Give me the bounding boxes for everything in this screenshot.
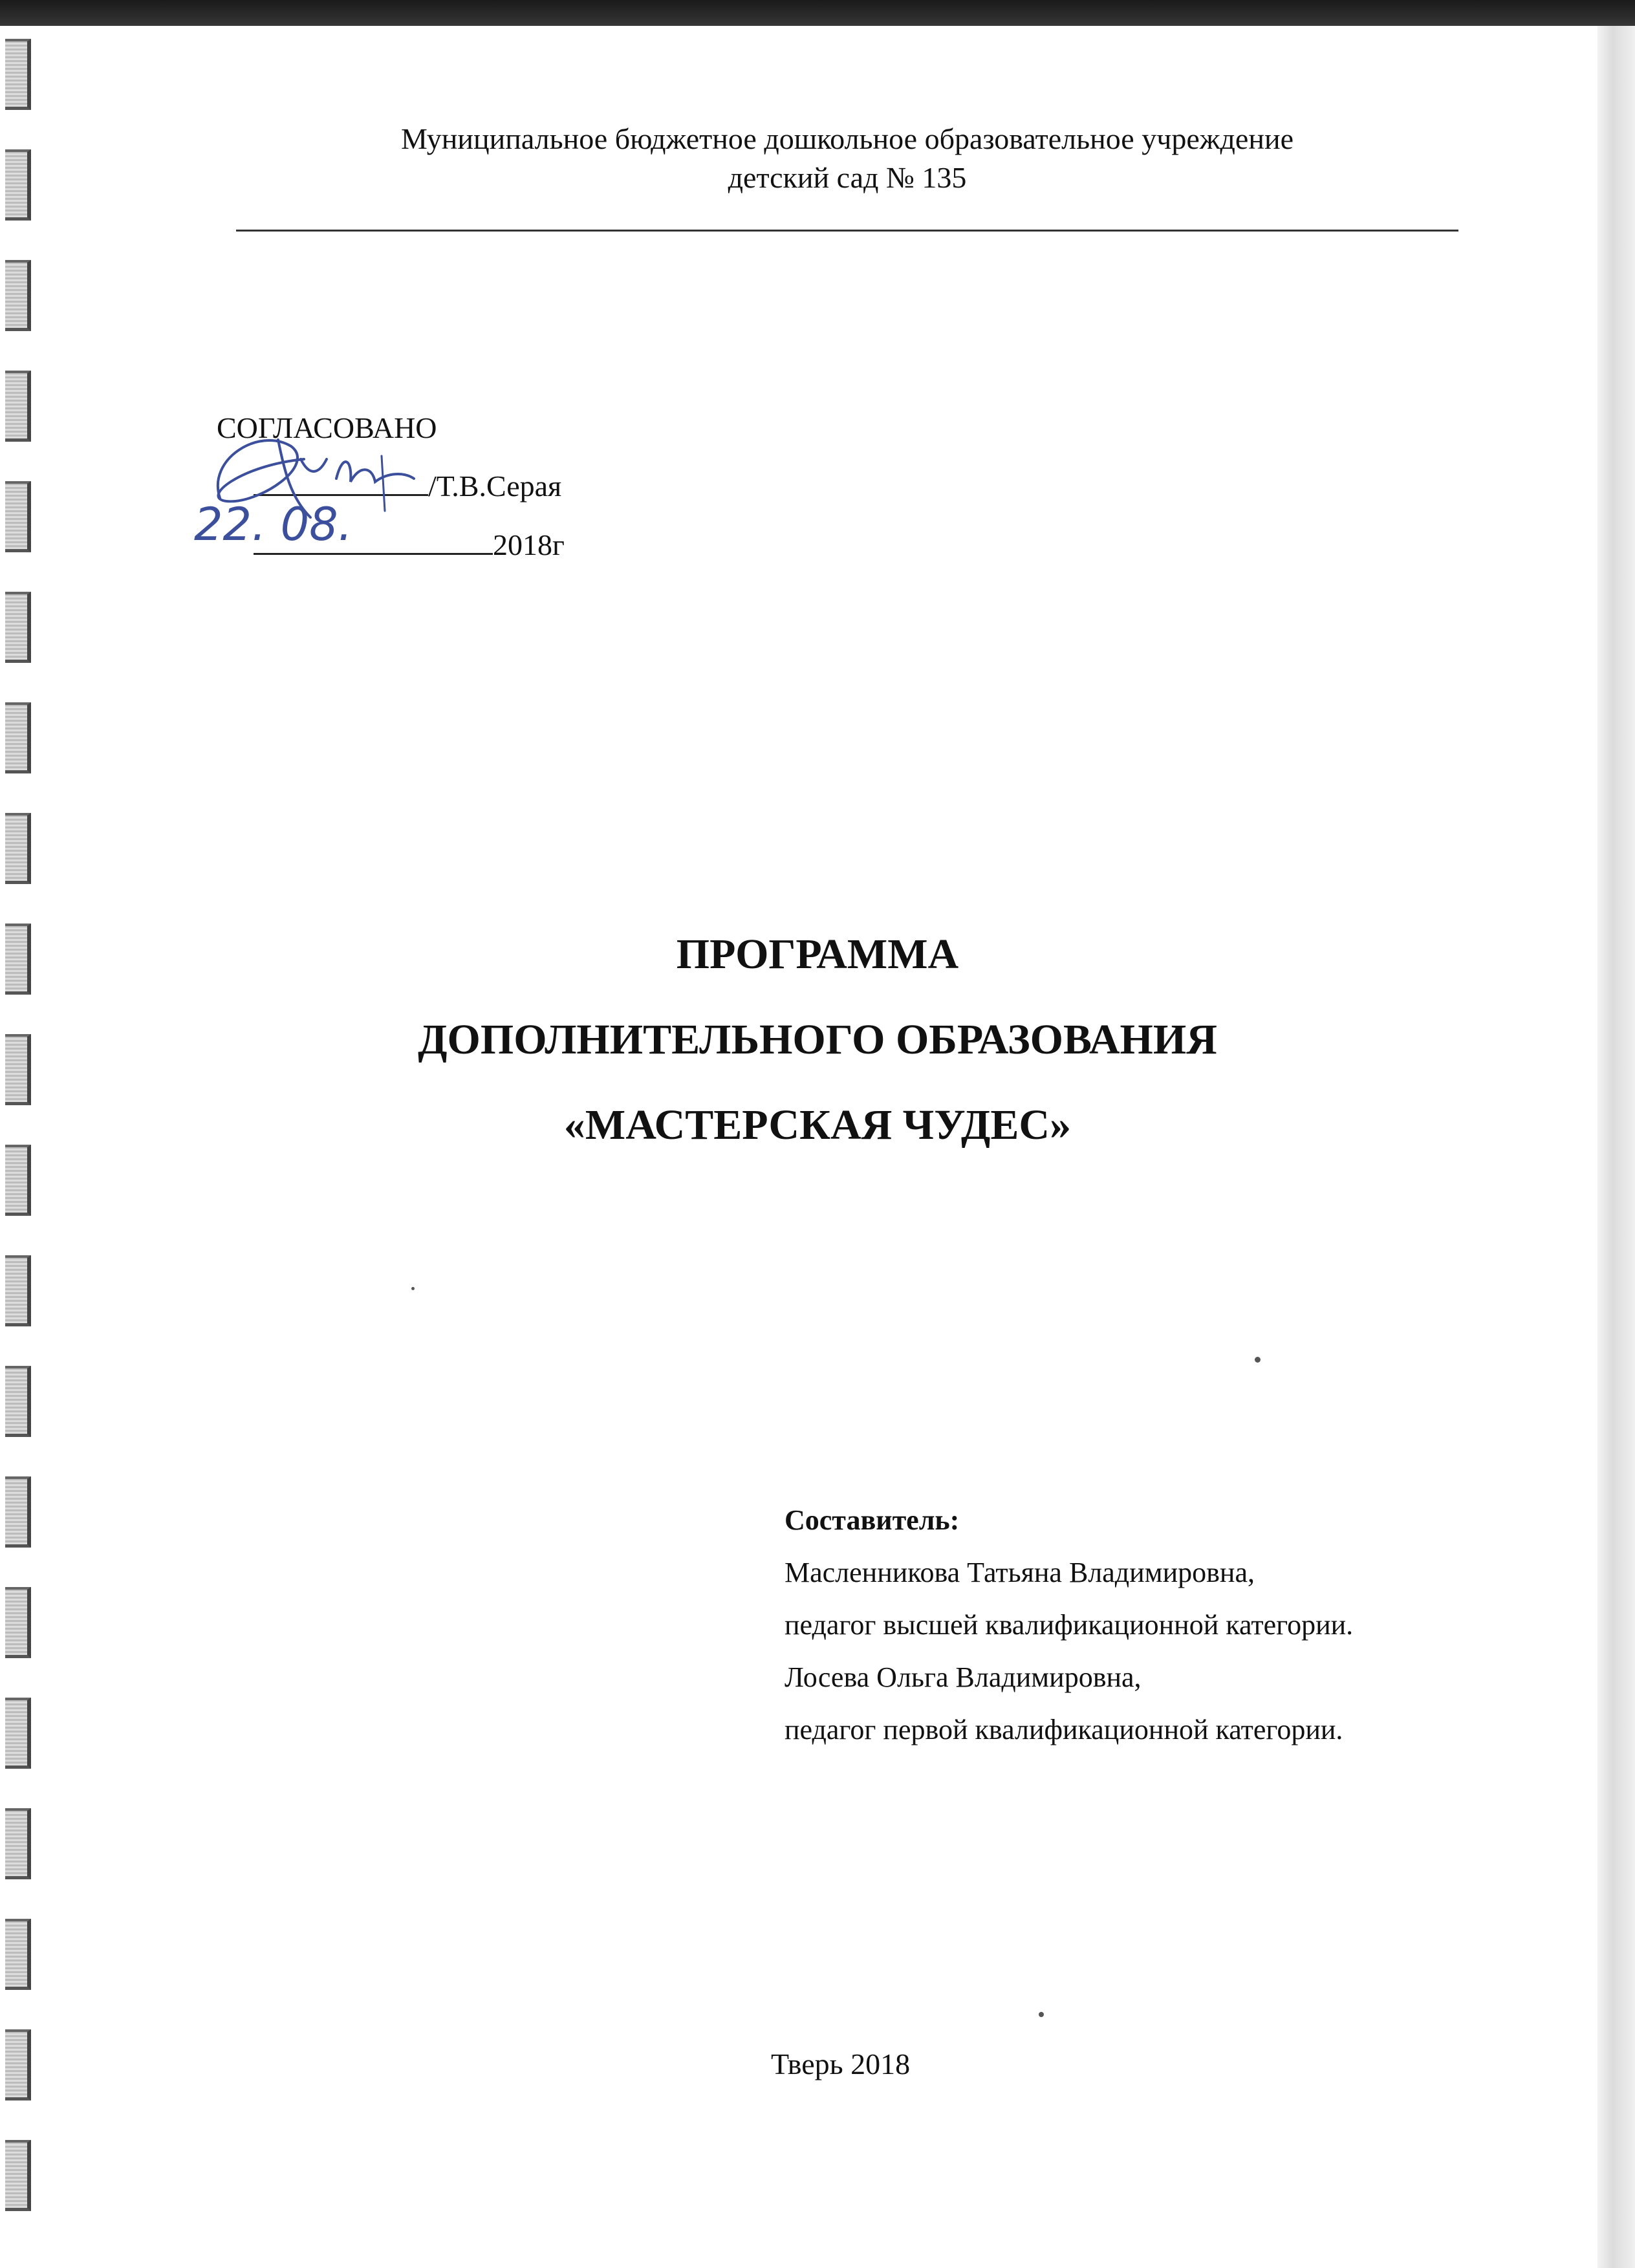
scan-speck [1039,2012,1044,2017]
binding-hole [5,481,31,552]
binding-hole [5,1919,31,1990]
binding-hole [5,39,31,110]
institution-line-1: Муниципальное бюджетное дошкольное образовательное учреждение [401,122,1294,155]
binding-hole [5,592,31,663]
binding-hole [5,1587,31,1658]
header-divider [236,230,1458,232]
title-line-1: ПРОГРАММА [676,931,959,978]
approval-label: СОГЛАСОВАНО [217,411,437,444]
compiler-block [785,1494,1353,1756]
handwritten-signature [181,420,485,569]
scan-speck [1255,1357,1261,1363]
page-right-edge [1597,26,1635,2268]
compiler-line: Лосева Ольга Владимировна, [785,1661,1142,1693]
binding-hole [5,702,31,773]
binding-hole [5,2029,31,2101]
binding-hole [5,149,31,221]
title-line-2: ДОПОЛНИТЕЛЬНОГО ОБРАЗОВАНИЯ [418,1016,1217,1063]
scan-speck [411,1287,415,1290]
compiler-line: Масленникова Татьяна Владимировна, [785,1557,1255,1588]
binding-hole [5,1255,31,1326]
institution-header [233,120,1462,197]
binding-hole [5,1698,31,1769]
binding-hole [5,371,31,442]
binding-hole [5,260,31,331]
title-line-3: «МАСТЕРСКАЯ ЧУДЕС» [563,1101,1072,1149]
handwritten-date: 22. 08. [194,498,352,551]
compiler-line: педагог высшей квалификационной категории. [785,1609,1354,1641]
approval-year: 2018г [493,528,565,561]
binding-hole [5,1034,31,1105]
binding-hole [5,1145,31,1216]
binding-hole [5,923,31,995]
binding-hole [5,813,31,884]
compiler-line: педагог первой квалификационной категории. [785,1714,1343,1745]
city-year: Тверь 2018 [771,2047,911,2080]
compiler-heading: Составитель: [785,1504,960,1536]
approval-signatory: /Т.В.Серая [428,470,562,502]
binding-hole [5,1366,31,1437]
institution-line-2: детский сад № 135 [728,161,967,194]
binding-hole [5,1808,31,1879]
document-title [171,912,1464,1168]
spiral-binding [0,39,39,2263]
binding-hole [5,1476,31,1548]
binding-hole [5,2140,31,2211]
